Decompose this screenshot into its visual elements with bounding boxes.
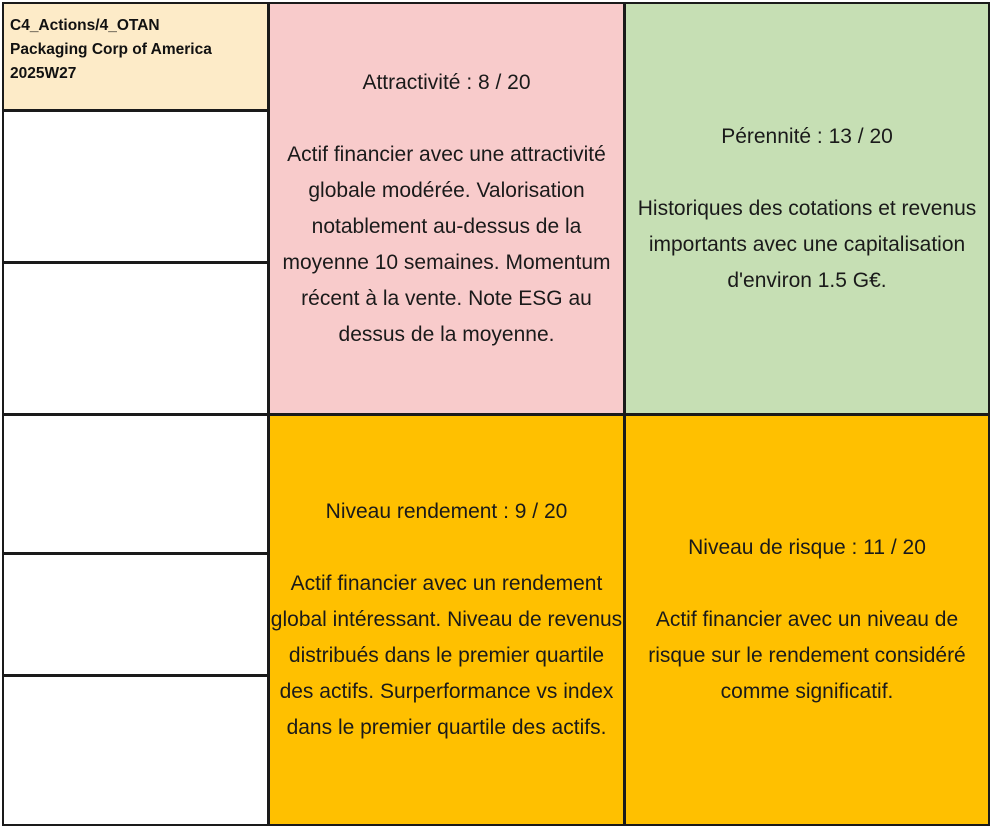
asset-category: C4_Actions/4_OTAN: [10, 17, 160, 34]
risque-description: Actif financier avec un niveau de risque sur le rendement considéré comme significatif.: [648, 608, 966, 703]
empty-cell: [2, 262, 269, 415]
risque-score: Niveau de risque : 11 / 20: [688, 536, 926, 559]
asset-name: Packaging Corp of America: [10, 41, 212, 58]
risque-quadrant: [624, 414, 990, 826]
rendement-score: Niveau rendement : 9 / 20: [325, 500, 568, 523]
perennite-quadrant: [624, 2, 990, 415]
asset-header-cell: [2, 2, 269, 111]
empty-cell: [2, 553, 269, 676]
perennite-description: Historiques des cotations et revenus importants avec une capitalisation d'environ 1.5 G€.: [637, 196, 977, 292]
perennite-score: Pérennité : 13 / 20: [721, 124, 893, 148]
empty-cell: [2, 675, 269, 826]
attractivite-quadrant: [268, 2, 625, 415]
rendement-quadrant: [268, 414, 625, 826]
empty-cell: [2, 110, 269, 263]
rendement-description: Actif financier avec un rendement global intéressant. Niveau de revenus distribués dans le premier quartile des actifs. Surperformance vs index dans le premier quartile des actifs.: [270, 572, 623, 739]
attractivite-score: Attractivité : 8 / 20: [362, 70, 531, 94]
asset-week: 2025W27: [10, 65, 77, 82]
attractivite-description: Actif financier avec une attractivité globale modérée. Valorisation notablement au-dessus de la moyenne 10 semaines. Momentum récent à la vente. Note ESG au dessus de la moyenne.: [282, 142, 611, 346]
empty-cell: [2, 414, 269, 554]
